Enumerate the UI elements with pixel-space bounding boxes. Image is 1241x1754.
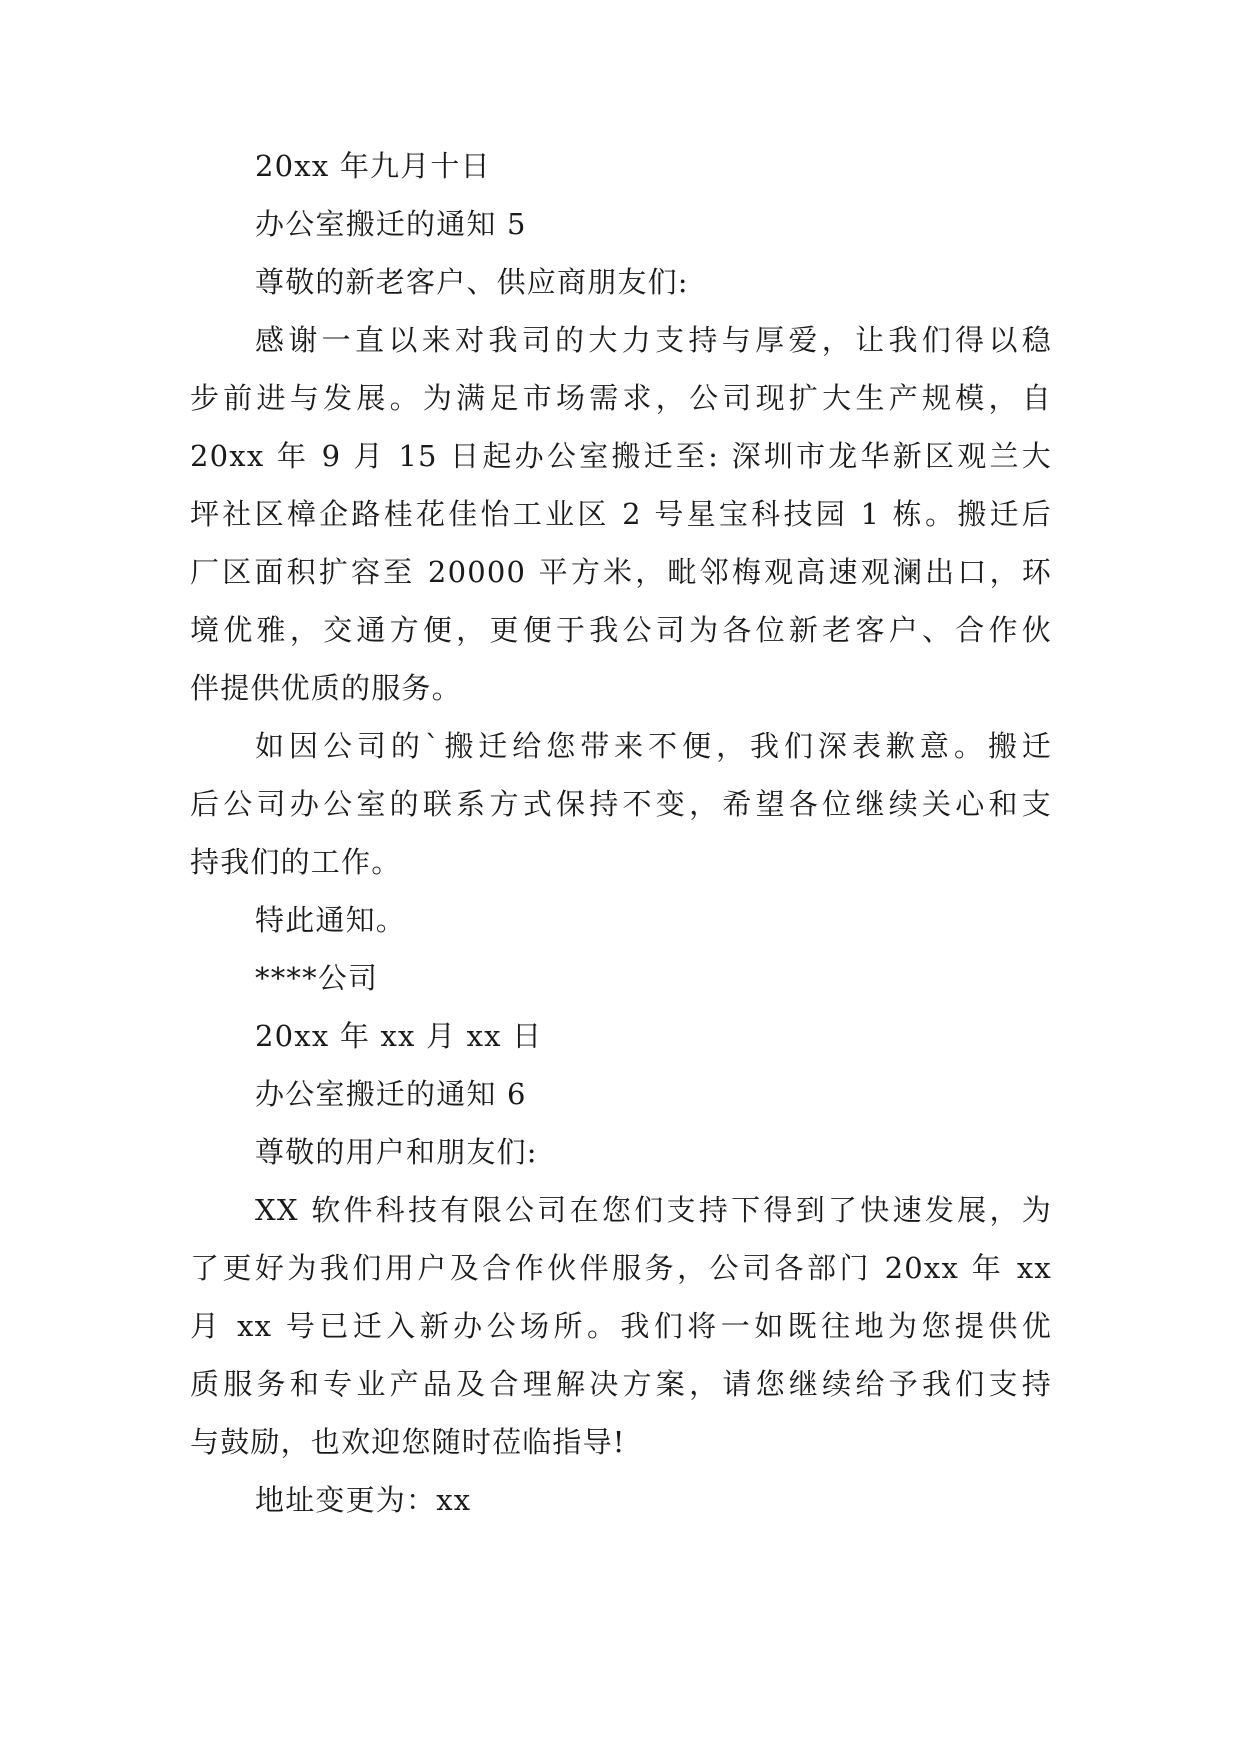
paragraph-line: 境优雅，交通方便，更便于我公司为各位新老客户、合作伙 — [190, 613, 1052, 647]
address-line: 地址变更为：xx — [255, 1483, 472, 1517]
paragraph-line: 持我们的工作。 — [190, 845, 402, 879]
paragraph-line: 坪社区樟企路桂花佳怡工业区 2 号星宝科技园 1 栋。搬迁后 — [190, 497, 1052, 531]
paragraph-line: 感谢一直以来对我司的大力支持与厚爱，让我们得以稳 — [255, 323, 1052, 357]
paragraph-line: 后公司办公室的联系方式保持不变，希望各位继续关心和支 — [190, 787, 1052, 821]
paragraph-line: XX 软件科技有限公司在您们支持下得到了快速发展，为 — [255, 1193, 1052, 1227]
paragraph-line: 厂区面积扩容至 20000 平方米，毗邻梅观高速观澜出口，环 — [190, 555, 1052, 589]
salutation-line: 尊敬的用户和朋友们: — [255, 1135, 538, 1169]
date-line: 20xx 年九月十日 — [255, 149, 491, 183]
notice-title-5: 办公室搬迁的通知 5 — [255, 207, 527, 241]
company-signature: ****公司 — [255, 961, 379, 995]
paragraph-line: 质服务和专业产品及合理解决方案，请您继续给予我们支持 — [190, 1367, 1052, 1401]
paragraph-line: 与鼓励，也欢迎您随时莅临指导! — [190, 1425, 626, 1459]
paragraph-line: 步前进与发展。为满足市场需求，公司现扩大生产规模，自 — [190, 381, 1052, 415]
paragraph-line: 了更好为我们用户及合作伙伴服务，公司各部门 20xx 年 xx — [190, 1251, 1052, 1285]
closing-line: 特此通知。 — [255, 903, 407, 937]
paragraph-line: 如因公司的`搬迁给您带来不便，我们深表歉意。搬迁 — [255, 729, 1052, 763]
signature-date: 20xx 年 xx 月 xx 日 — [255, 1019, 543, 1053]
salutation-line: 尊敬的新老客户、供应商朋友们: — [255, 265, 689, 299]
paragraph-line: 20xx 年 9 月 15 日起办公室搬迁至: 深圳市龙华新区观兰大 — [190, 439, 1052, 473]
paragraph-line: 伴提供优质的服务。 — [190, 671, 462, 705]
notice-title-6: 办公室搬迁的通知 6 — [255, 1077, 527, 1111]
paragraph-line: 月 xx 号已迁入新办公场所。我们将一如既往地为您提供优 — [190, 1309, 1052, 1343]
